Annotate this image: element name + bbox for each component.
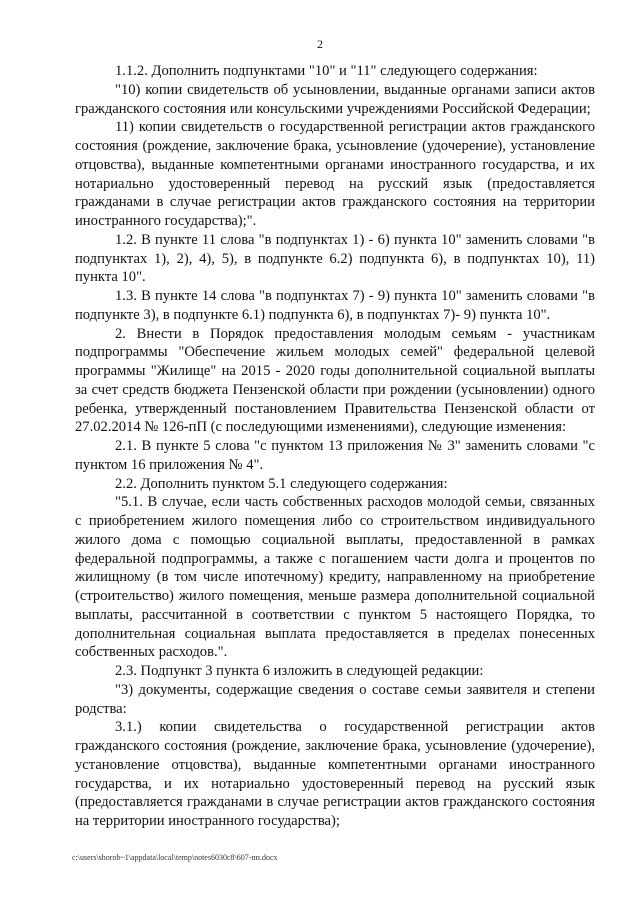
paragraph-subitem-3: "3) документы, содержащие сведения о составе семьи заявителя и степени родства:	[75, 681, 595, 717]
paragraph-2: 2. Внести в Порядок предоставления молодым семьям - участникам подпрограммы "Обеспечение жильем молодых семей" федеральной целевой программы "Жилище" на 2015 - 2020 годы дополнительной социальной выплаты за счет средств бюджета Пензенской области при рождении (усыновлении) одного ребенка, утвержденный постановлением Правительства Пензенской области от 27.02.2014 № 126-пП (с последующими изменениями), следующие изменения:	[75, 325, 595, 436]
paragraph-2-3: 2.3. Подпункт 3 пункта 6 изложить в следующей редакции:	[115, 663, 484, 679]
paragraph-1-2: 1.2. В пункте 11 слова "в подпунктах 1) - 6) пункта 10" заменить словами "в подпунктах 1), 2), 4), 5), в подпункте 6.2) подпункта 6), в подпунктах 10), 11) пункта 10".	[75, 231, 595, 286]
paragraph-5-1: "5.1. В случае, если часть собственных расходов молодой семьи, связанных с приобретением жилого помещения либо со строительством индивидуального жилого дома с помощью социальной выплаты, предоставленной в рамках федеральной подпрограммы, а также с погашением части долга и процентов по жилищному (в том числе ипотечному) кредиту, направленному на приобретение (строительство) жилого помещения, меньше размера дополнительной социальной выплаты, рассчитанной в соответствии с пунктом 5 настоящего Порядка, то дополнительная социальная выплата предоставляется в пределах понесенных собственных расходов.".	[75, 494, 595, 661]
document-body	[75, 62, 595, 831]
footer-file-path: c:\users\shorob~1\appdata\local\temp\notes6030c8\607-пп.docx	[72, 853, 278, 862]
paragraph-subitem-3-1: 3.1.) копии свидетельства о государственной регистрации актов гражданского состояния (рождение, заключение брака, усыновление (удочерение), установление отцовства), выданные компетентными органами иностранного государства, и их нотариально удостоверенный перевод на русский язык (предоставляется гражданами в случае регистрации актов гражданского состояния на территории иностранного государства);	[75, 719, 595, 829]
paragraph-2-1: 2.1. В пункте 5 слова "с пунктом 13 приложения № 3" заменить словами "с пунктом 16 приложения № 4".	[75, 438, 595, 473]
paragraph-subitem-11: 11) копии свидетельств о государственной регистрации актов гражданского состояния (рождение, заключение брака, усыновление (удочерение), установление отцовства), выданные компетентными органами иностранного государства, и их нотариально удостоверенный перевод на русский язык (предоставляется гражданами в случае регистрации актов гражданского состояния на территории иностранного государства);".	[75, 119, 595, 229]
page-number: 2	[317, 37, 323, 51]
paragraph-1-3: 1.3. В пункте 14 слова "в подпунктах 7) - 9) пункта 10" заменить словами "в подпункте 3), в подпункте 6.1) подпункта 6), в подпунктах 7)- 9) пункта 10".	[75, 288, 595, 323]
paragraph-1-1-2: 1.1.2. Дополнить подпунктами "10" и "11" следующего содержания:	[115, 63, 538, 79]
paragraph-2-2: 2.2. Дополнить пунктом 5.1 следующего содержания:	[115, 475, 448, 492]
paragraph-subitem-10: "10) копии свидетельств об усыновлении, выданные органами записи актов гражданского состояния или консульскими учреждениями Российской Федерации;	[75, 81, 595, 117]
